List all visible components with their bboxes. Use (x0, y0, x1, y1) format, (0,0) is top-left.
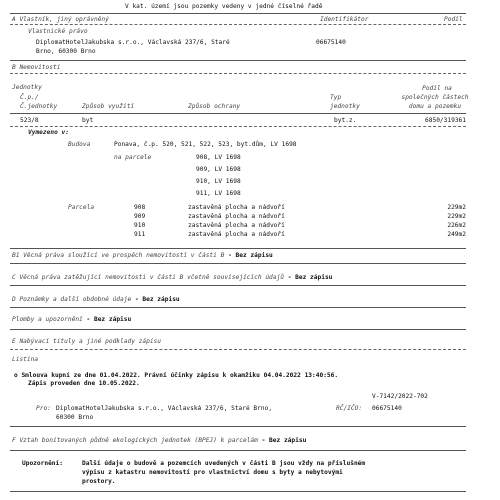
parcel-area: 249m2 (447, 231, 466, 238)
header-typ-jednotky: jednotky (330, 103, 360, 110)
section-e-label: E Nabývací tituly a jiné podklady zápisu (12, 338, 162, 345)
divider (10, 349, 466, 350)
budova-parcel: 910, LV 1698 (196, 178, 241, 185)
section-f-label: F Vztah bonitovaných půdně ekologických jednotek (BPEJ) k parcelám (12, 437, 258, 444)
na-parcele-label: na parcele (114, 154, 152, 161)
header-cjednotky: Č.jednotky (20, 103, 58, 110)
divider (10, 126, 466, 127)
col-podil: Podíl (444, 16, 463, 23)
section-d-label: D Poznámky a další obdobné údaje (12, 296, 132, 303)
parcel-use: zastavěná plocha a nádvoří (188, 213, 285, 220)
unit-type: byt.z. (334, 117, 357, 124)
top-title: V kat. území jsou pozemky vedeny v jedné číselné řadě (125, 3, 323, 10)
parcel-number: 908 (134, 204, 146, 211)
budova-label: Budova (68, 141, 91, 148)
vlastnicke-pravo-heading: Vlastnické právo (28, 28, 88, 35)
plomby-value: - Bez zápisu (86, 316, 132, 323)
unit-number: 523/8 (20, 117, 39, 124)
divider (10, 13, 466, 14)
divider (10, 60, 466, 61)
header-cp: Č.p./ (20, 94, 39, 101)
header-typ: Typ (330, 94, 342, 101)
parcel-number: 911 (134, 231, 146, 238)
divider (10, 307, 466, 308)
upozorneni-line-1: Další údaje o budově a pozemcích uvedených v části B jsou vždy na příslušném (82, 460, 366, 467)
header-jednotky: Jednotky (12, 84, 42, 91)
col-identifikator: Identifikátor (320, 16, 369, 23)
rc-label: RČ/IČO: (336, 405, 363, 412)
unit-share: 6850/319361 (425, 117, 466, 124)
header-zpusob-vyuziti: Způsob využití (82, 103, 135, 110)
listina-ref: V-7142/2022-702 (372, 393, 428, 400)
pro-line-2: 60300 Brno (56, 414, 94, 421)
section-b1-label: B1 Věcná práva sloužící ve prospěch nemovitostí v části B (12, 252, 225, 259)
section-c-value: - Bez zápisu (287, 274, 333, 281)
header-podil-1: Podíl na (422, 85, 452, 92)
divider (10, 285, 466, 286)
pro-label: Pro: (36, 405, 51, 412)
section-b1-value: - Bez zápisu (228, 252, 273, 259)
section-b-title: B Nemovitosti (12, 64, 61, 71)
budova-parcel: 908, LV 1698 (196, 154, 241, 161)
pro-line-1: DiplomatHotelJakubska s.r.o., Václavská 237/6, Staré Brno, (56, 405, 273, 412)
budova-parcel: 911, LV 1698 (196, 190, 241, 197)
divider (10, 113, 466, 114)
divider (10, 248, 466, 249)
listina-line-1: o Smlouva kupní ze dne 01.04.2022. Právní účinky zápisu k okamžiku 04.04.2022 13:40:56. (14, 372, 339, 379)
parcel-use: zastavěná plocha a nádvoří (188, 231, 285, 238)
parcel-use: zastavěná plocha a nádvoří (188, 222, 285, 229)
divider (10, 450, 466, 451)
rc-value: 06675140 (372, 405, 402, 412)
unit-use: byt (82, 117, 94, 124)
listina-line-2: Zápis proveden dne 10.05.2022. (28, 380, 140, 387)
listina-label: Listina (12, 356, 39, 363)
upozorneni-label: Upozornění: (22, 460, 63, 467)
budova-text: Ponava, č.p. 520, 521, 522, 523, byt.dům, LV 1698 (114, 141, 297, 148)
divider (10, 426, 466, 427)
header-zpusob-ochrany: Způsob ochrany (188, 103, 241, 110)
plomby-label: Plomby a upozornění (12, 316, 83, 323)
owner-id: 06675140 (316, 39, 346, 46)
owner-line-1: DiplomatHotelJakubska s.r.o., Václavská 237/6, Staré (36, 39, 230, 46)
section-c-label: C Věcná práva zatěžující nemovitosti v části B včetně souvisejících údajů (12, 274, 284, 281)
plomby (12, 316, 131, 323)
divider (10, 73, 466, 74)
owner-line-2: Brno, 60300 Brno (36, 48, 96, 55)
divider (10, 329, 466, 330)
parcel-area: 229m2 (447, 213, 466, 220)
parcela-label: Parcela (68, 204, 95, 211)
parcel-number: 910 (134, 222, 146, 229)
parcel-number: 909 (134, 213, 146, 220)
header-podil-3: domu a pozemku (408, 103, 462, 110)
parcel-area: 226m2 (447, 222, 466, 229)
divider (10, 24, 466, 25)
section-f (12, 437, 306, 444)
section-f-value: - Bez zápisu (261, 437, 307, 444)
budova-parcel: 909, LV 1698 (196, 166, 241, 173)
header-podil-2: společných částech (401, 94, 469, 101)
upozorneni-line-2: výpisu z katastru nemovitostí pro vlastnictví domu s byty a nebytovými (82, 469, 343, 476)
section-a-title: A Vlastník, jiný oprávněný (12, 16, 109, 23)
upozorneni-line-3: prostory. (82, 478, 116, 485)
parcel-area: 229m2 (447, 204, 466, 211)
section-d-value: - Bez zápisu (134, 296, 180, 303)
divider (10, 491, 466, 492)
section-d (12, 296, 180, 303)
section-b1 (12, 252, 273, 259)
section-c (12, 274, 332, 281)
divider (10, 263, 466, 264)
parcel-use: zastavěná plocha a nádvoří (188, 204, 285, 211)
vymezeno-label: Vymezeno v: (28, 129, 69, 136)
